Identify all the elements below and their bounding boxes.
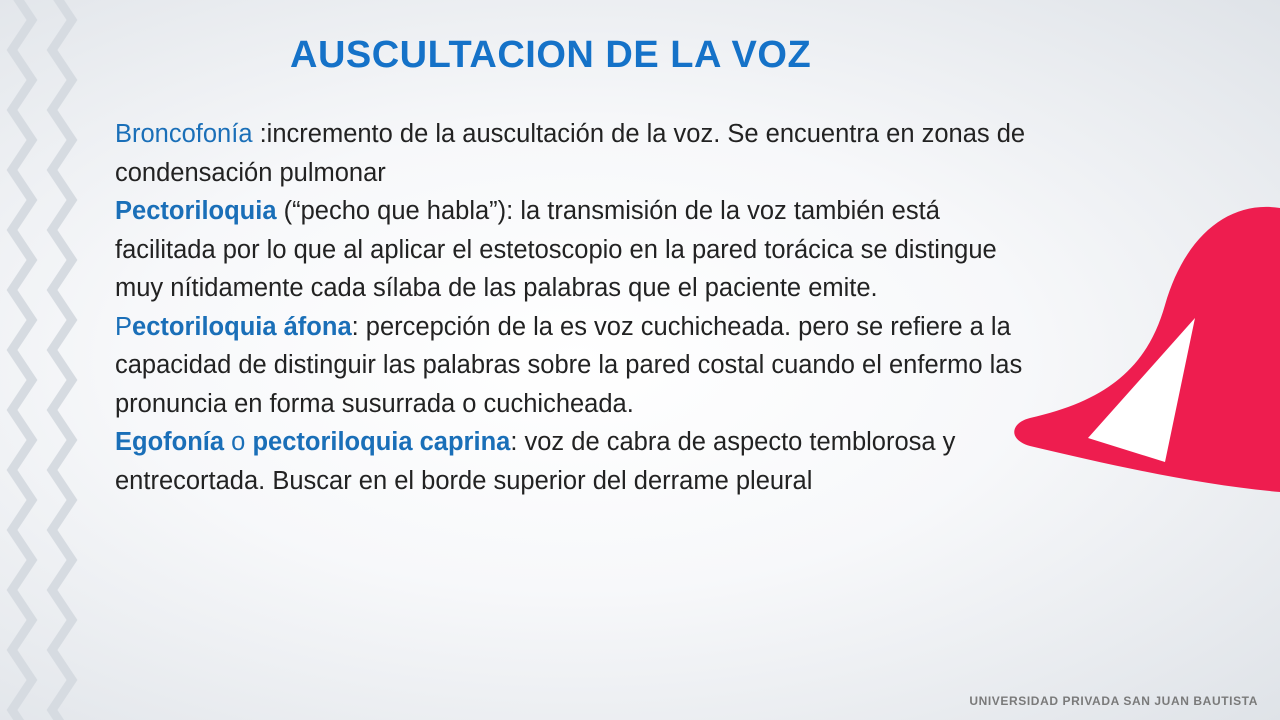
- definition-broncofonia: :incremento de la auscultación de la voz. Se encuentra en zonas de condensación pulmonar: [115, 120, 1026, 187]
- term-pectoriloquia-caprina: pectoriloquia caprina: [252, 428, 511, 456]
- definition-pectoriloquia-afona: : percepción de la es voz cuchicheada. pero se refiere a la capacidad de distinguir las palabras sobre la pared costal cuando el enfermo las pronuncia en forma susurrada o cuchicheada.: [115, 312, 1023, 418]
- term-egofonia: Egofonía: [115, 428, 225, 456]
- slide-title: AUSCULTACION DE LA VOZ: [290, 34, 812, 76]
- term-pectoriloquia-afona: ectoriloquia áfona: [132, 312, 352, 341]
- paragraph-pectoriloquia: [115, 192, 1045, 308]
- definition-egofonia: : voz de cabra de aspecto temblorosa y entrecortada. Buscar en el borde superior del derrame pleural: [115, 428, 956, 495]
- term-pectoriloquia-afona-initial: P: [115, 312, 133, 341]
- paragraph-pectoriloquia-afona: [115, 308, 1045, 424]
- term-connector: o: [224, 428, 253, 456]
- definition-pectoriloquia: (“pecho que habla”): la transmisión de la voz también está facilitada por lo que al aplicar el estetoscopio en la pared torácica se distingue muy nítidamente cada sílaba de las palabras que el paciente emite.: [115, 197, 997, 302]
- term-broncofonia: Broncofonía: [115, 120, 253, 148]
- paragraph-egofonia: [115, 423, 1045, 500]
- paragraph-broncofonia: [115, 115, 1045, 192]
- term-pectoriloquia: Pectoriloquia: [115, 197, 277, 225]
- slide-body: [115, 115, 1045, 500]
- university-footer: UNIVERSIDAD PRIVADA SAN JUAN BAUTISTA: [969, 694, 1258, 708]
